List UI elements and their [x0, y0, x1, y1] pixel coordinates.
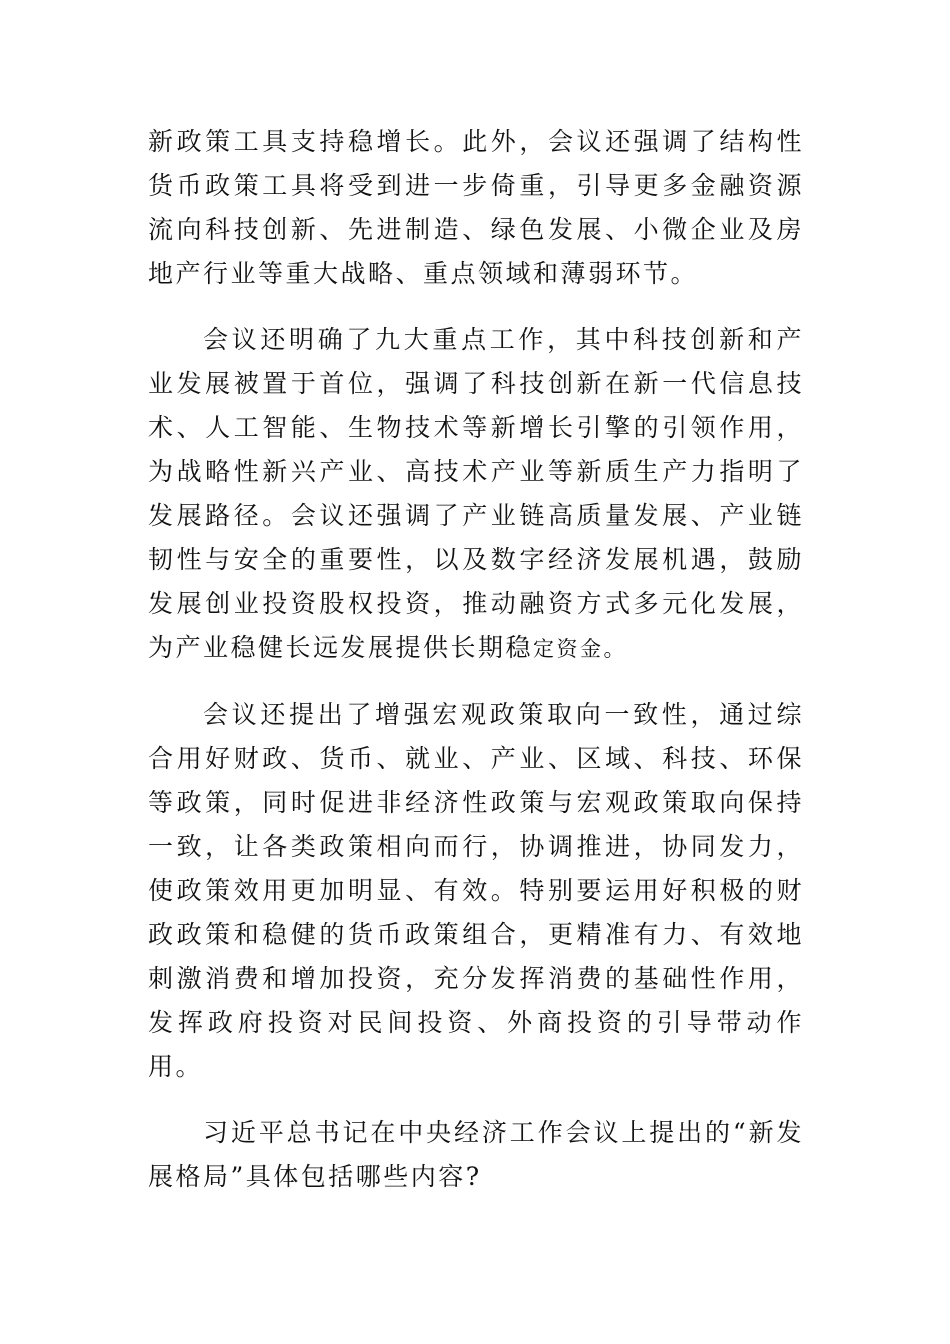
paragraph-2-tail: 定资金。 [533, 637, 628, 661]
paragraph-3: 会议还提出了增强宏观政策取向一致性，通过综合用好财政、货币、就业、产业、区域、科技、环保等政策，同时促进非经济性政策与宏观政策取向保持一致，让各类政策相向而行，协调推进，协同发力，使政策效用更加明显、有效。特别要运用好积极的财政政策和稳健的货币政策组合，更精准有力、有效地刺激消费和增加投资，充分发挥消费的基础性作用，发挥政府投资对民间投资、外商投资的引导带动作用。 [148, 700, 804, 1081]
paragraph-4-question: 习近平总书记在中央经济工作会议上提出的“新发展格局”具体包括哪些内容? [148, 1118, 804, 1191]
document-body [148, 120, 804, 1221]
paragraph-2-main: 会议还明确了九大重点工作，其中科技创新和产业发展被置于首位，强调了科技创新在新一代信息技术、人工智能、生物技术等新增长引擎的引领作用，为战略性新兴产业、高技术产业等新质生产力指明了发展路径。会议还强调了产业链高质量发展、产业链韧性与安全的重要性，以及数字经济发展机遇，鼓励发展创业投资股权投资，推动融资方式多元化发展，为产业稳健长远发展提供长期稳 [148, 325, 804, 662]
paragraph-2 [148, 318, 804, 671]
paragraph-1: 新政策工具支持稳增长。此外，会议还强调了结构性货币政策工具将受到进一步倚重，引导更多金融资源流向科技创新、先进制造、绿色发展、小微企业及房地产行业等重大战略、重点领域和薄弱环节。 [148, 127, 804, 288]
